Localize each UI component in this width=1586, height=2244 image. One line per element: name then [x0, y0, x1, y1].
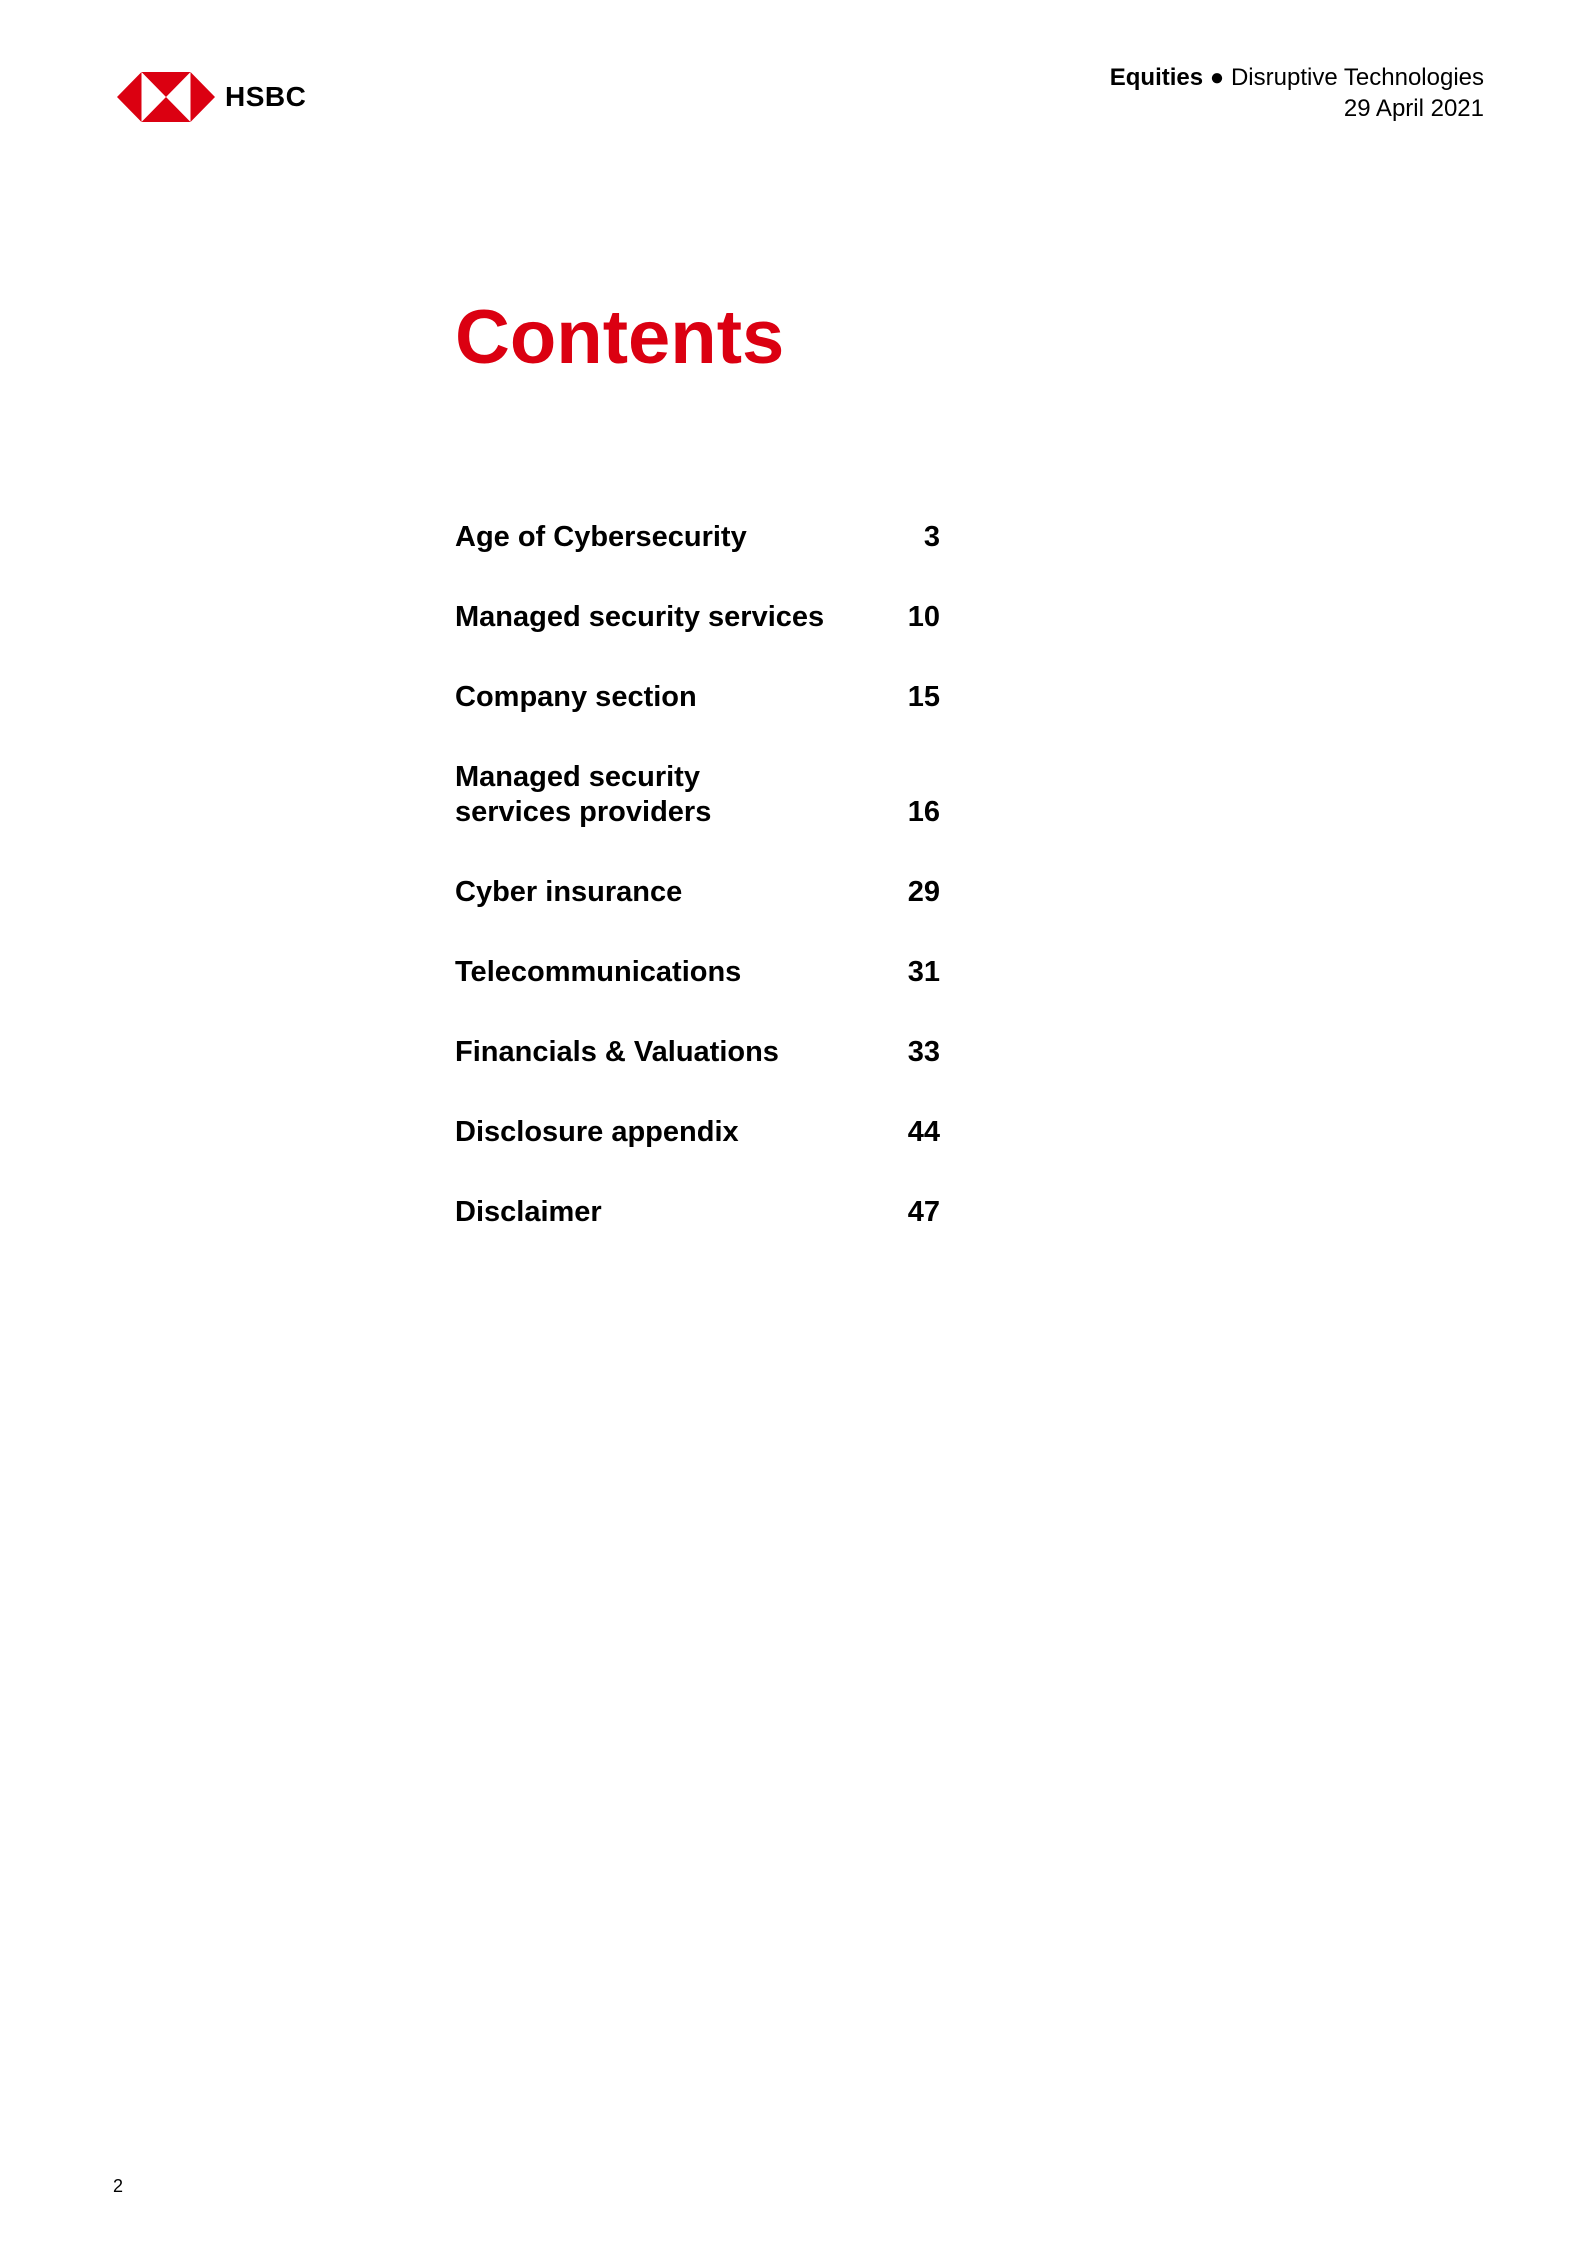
page-number: 2 [113, 2176, 124, 2196]
toc-entry-managed-security-services-providers[interactable] [455, 760, 940, 830]
toc-entry-label: Managed security services [455, 601, 825, 633]
toc-entry-label: Managed security services providers [455, 761, 712, 828]
toc-entry-financials-valuations[interactable] [455, 1035, 940, 1070]
toc-entry-age-of-cybersecurity[interactable] [455, 520, 940, 555]
report-header-line-1 [1110, 62, 1484, 93]
toc-entry-page: 31 [907, 956, 940, 988]
toc-entry-page: 3 [923, 521, 940, 553]
toc-entry-page: 10 [907, 601, 940, 633]
toc-entry-telecommunications[interactable] [455, 955, 940, 990]
toc-entry-label: Financials & Valuations [455, 1036, 779, 1068]
toc-entry-label: Age of Cybersecurity [455, 521, 747, 553]
toc-entry-company-section[interactable] [455, 680, 940, 715]
table-of-contents [455, 520, 940, 1275]
bullet-separator: ● [1209, 64, 1225, 91]
contents-title: Contents [455, 295, 785, 380]
toc-entry-label: Cyber insurance [455, 876, 683, 908]
hsbc-wordmark: HSBC [225, 81, 307, 112]
toc-entry-disclaimer[interactable] [455, 1195, 940, 1230]
report-topic: Disruptive Technologies [1230, 64, 1484, 91]
toc-entry-managed-security-services[interactable] [455, 600, 940, 635]
toc-entry-label: Disclosure appendix [455, 1116, 739, 1148]
toc-entry-page: 15 [907, 681, 940, 713]
toc-entry-page: 44 [907, 1116, 940, 1148]
report-header [1110, 62, 1484, 124]
section-name: Equities [1109, 64, 1204, 91]
toc-entry-page: 47 [907, 1196, 940, 1228]
hsbc-logo [117, 72, 306, 122]
toc-entry-cyber-insurance[interactable] [455, 875, 940, 910]
toc-entry-page: 29 [907, 876, 940, 908]
hsbc-hexagon-icon [117, 72, 215, 122]
toc-entry-page: 33 [907, 1036, 940, 1068]
report-date: 29 April 2021 [1343, 95, 1484, 122]
toc-entry-label: Company section [455, 681, 697, 713]
toc-entry-disclosure-appendix[interactable] [455, 1115, 940, 1150]
toc-entry-page: 16 [907, 796, 940, 828]
toc-entry-label: Telecommunications [455, 956, 742, 988]
toc-entry-label: Disclaimer [455, 1196, 602, 1228]
